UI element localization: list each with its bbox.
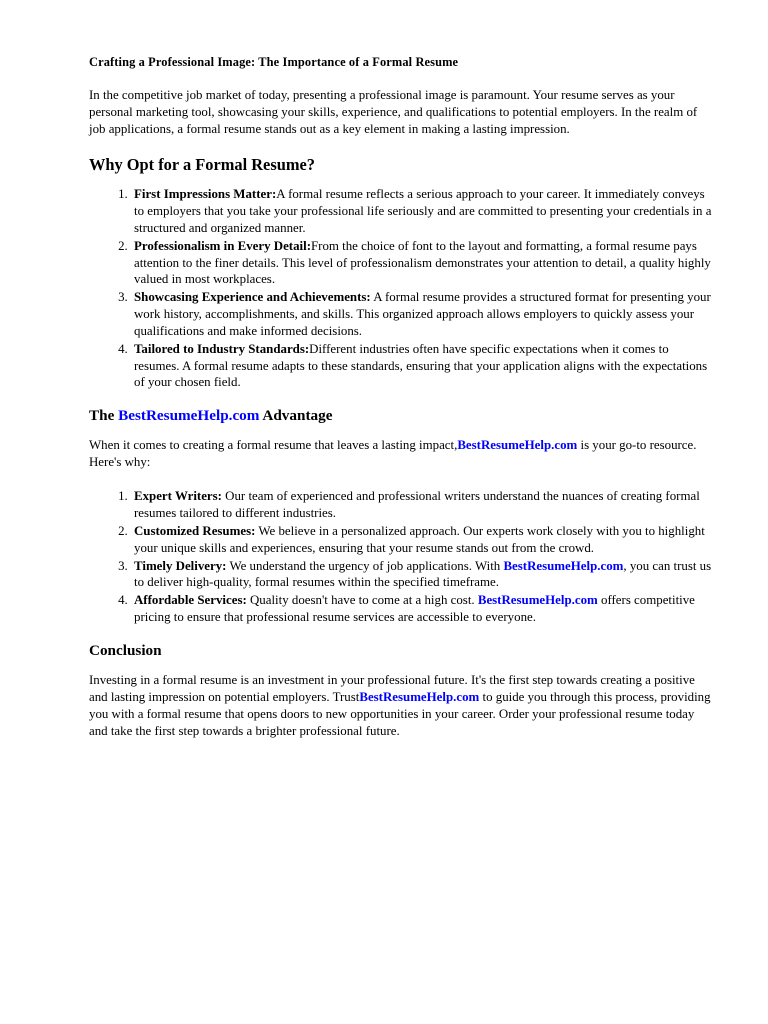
list-item xyxy=(131,558,716,592)
list-item-text: From the choice of font to the layout and formatting, a formal resume pays attention to the finer details. This level of professionalism demonstrates your attention to detail, a quality highly valued in most workplaces. xyxy=(134,238,711,287)
list-item-lead: Affordable Services: xyxy=(134,593,247,608)
paragraph-text-prefix: Investing in a formal resume is an investment in your professional future. It's the first step towards creating a positive and lasting impression on potential employers. Trust xyxy=(89,673,695,705)
intro-paragraph: In the competitive job market of today, presenting a professional image is paramount. Your resume serves as your personal marketing tool, showcasing your skills, experience, and qualifications to potential employers. In the realm of job applications, a formal resume stands out as a key element in making a lasting impression. xyxy=(89,87,698,136)
brand-link-inline[interactable]: BestResumeHelp.com xyxy=(503,558,624,573)
list-item-text: Our team of experienced and professional writers understand the nuances of creating formal resumes tailored to different industries. xyxy=(134,489,700,521)
why-formal-resume-list xyxy=(89,186,716,391)
list-item-lead: Professionalism in Every Detail: xyxy=(134,238,311,253)
heading-text-prefix: The xyxy=(89,407,119,425)
list-item-text: A formal resume provides a structured format for presenting your work history, accomplishments, and skills. This organized approach allows employers to quickly assess your qualifications and make informed decisions. xyxy=(134,290,711,338)
list-item-text-suffix: offers competitive pricing to ensure that professional resume services are accessible to everyone. xyxy=(134,593,695,625)
list-item xyxy=(131,341,716,391)
brand-link-inline[interactable]: BestResumeHelp.com xyxy=(359,690,480,705)
section-heading-advantage xyxy=(89,407,716,425)
paragraph-text-suffix: to guide you through this process, providing you with a formal resume that opens doors to new opportunities in your career. Order your professional resume today and take the first step towards a brighter professional future. xyxy=(89,690,711,738)
section-heading-why-formal-resume: Why Opt for a Formal Resume? xyxy=(89,154,315,174)
list-item-lead: Showcasing Experience and Achievements: xyxy=(134,290,371,305)
list-item-text: Different industries often have specific expectations when it comes to resumes. A formal resume adapts to these standards, ensuring that your application aligns with the expectations of your chosen field. xyxy=(134,341,708,390)
list-item-lead: Tailored to Industry Standards: xyxy=(134,341,310,356)
list-item xyxy=(131,523,716,557)
paragraph-text-suffix: is your go-to resource. Here's why: xyxy=(89,438,697,470)
paragraph-text-prefix: When it comes to creating a formal resume that leaves a lasting impact, xyxy=(89,438,458,453)
list-item-lead: Timely Delivery: xyxy=(134,558,227,573)
list-item xyxy=(131,289,716,339)
list-item-lead: Customized Resumes: xyxy=(134,523,256,538)
advantage-intro-paragraph xyxy=(89,437,713,471)
list-item-text: We understand the urgency of job applications. With xyxy=(226,558,504,573)
list-item-text-suffix: , you can trust us to deliver high-quality, formal resumes within the specified timeframe. xyxy=(134,558,712,590)
list-item-text: We believe in a personalized approach. Our experts work closely with you to highlight your unique skills and experiences, ensuring that your resume stands out from the crowd. xyxy=(134,523,705,555)
list-item xyxy=(131,186,716,236)
section-heading-conclusion: Conclusion xyxy=(89,641,162,659)
heading-text-suffix: Advantage xyxy=(259,407,333,425)
document-title: Crafting a Professional Image: The Importance of a Formal Resume xyxy=(89,55,459,69)
list-item-lead: Expert Writers: xyxy=(134,489,222,504)
list-item-text: A formal resume reflects a serious approach to your career. It immediately conveys to employers that you take your professional life seriously and are committed to presenting your credentials in a structured and organized manner. xyxy=(134,187,712,235)
brand-link-heading[interactable]: BestResumeHelp.com xyxy=(118,407,260,425)
brand-link-inline[interactable]: BestResumeHelp.com xyxy=(477,593,598,608)
list-item xyxy=(131,592,716,626)
brand-link-inline[interactable]: BestResumeHelp.com xyxy=(457,438,578,453)
list-item xyxy=(131,488,716,522)
list-item xyxy=(131,238,716,288)
advantage-list xyxy=(89,488,716,626)
list-item-text: Quality doesn't have to come at a high cost. xyxy=(246,593,478,608)
list-item-lead: First Impressions Matter: xyxy=(134,187,277,202)
conclusion-paragraph xyxy=(89,672,713,740)
